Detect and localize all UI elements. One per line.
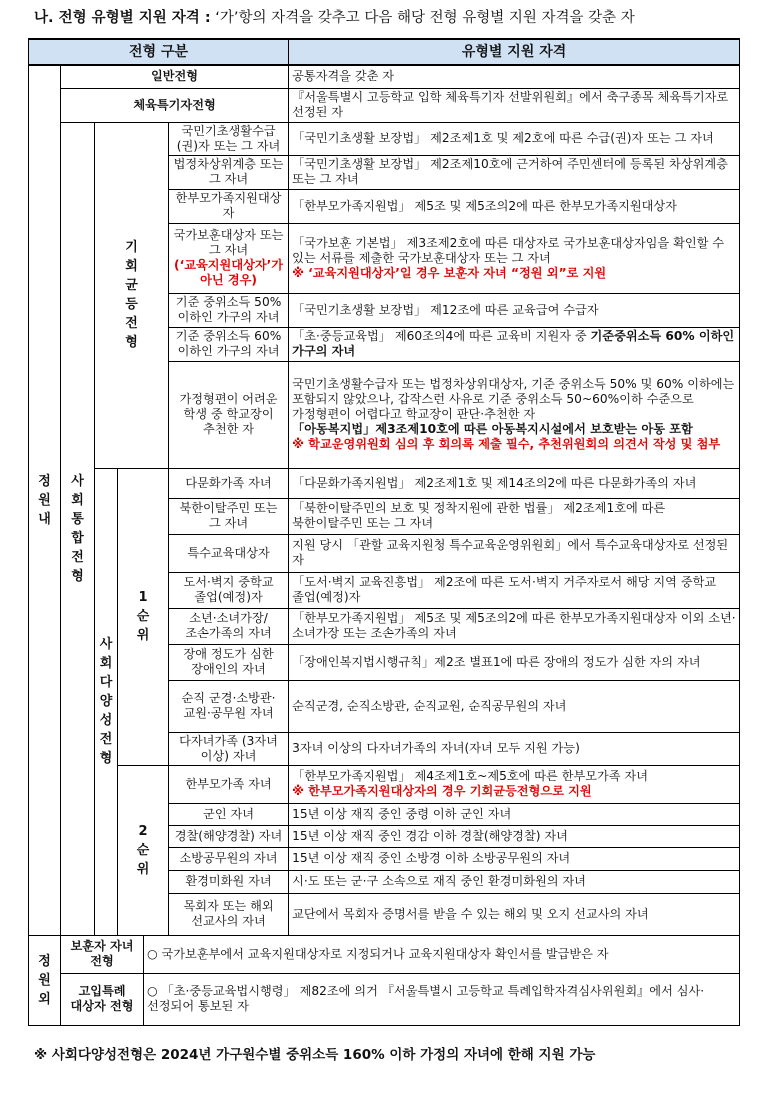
rank1-label-4: 소년·소녀가장/조손가족의 자녀 xyxy=(169,608,289,644)
outside-text-1: ○ 「초·중등교육법시행령」 제82조에 의거 『서울특별시 고등학교 특례입학자격심사위원회』에서 심사·선정되어 통보된 자 xyxy=(144,973,740,1025)
general-text: 공통자격을 갖춘 자 xyxy=(289,65,740,88)
rank2-label-5: 목회자 또는 해외 선교사의 자녀 xyxy=(169,893,289,935)
rank1-label-5: 장애 정도가 심한 장애인의 자녀 xyxy=(169,644,289,680)
sports-text: 『서울특별시 고등학교 입학 체육특기자 선발위원회』에서 축구종목 체육특기자로 선정된 자 xyxy=(289,88,740,122)
header-type: 전형 구분 xyxy=(29,39,289,65)
gihoe-text-3 xyxy=(289,223,740,293)
gihoe-text-3-red: ※ ‘교육지원대상자’일 경우 보훈자 자녀 “정원 외”로 지원 xyxy=(292,265,607,280)
gihoe-label-4: 기준 중위소득 50% 이하인 가구의 자녀 xyxy=(169,293,289,327)
gihoe-label-1: 법정차상위계층 또는 그 자녀 xyxy=(169,155,289,189)
gihoe-text-3-main: 「국가보훈 기본법」 제3조제2호에 따른 대상자로 국가보훈대상자임을 확인할 수 있는 서류를 제출한 국가보훈대상자 또는 그 자녀 xyxy=(292,235,725,265)
rank1-text-4: 「한부모가족지원법」 제5조 및 제5조의2에 따른 한부모가족지원대상자 이외 소년·소녀가장 또는 조손가족의 자녀 xyxy=(289,608,740,644)
table-row xyxy=(29,88,740,122)
rank1-text-7: 3자녀 이상의 다자녀가족의 자녀(자녀 모두 지원 가능) xyxy=(289,732,740,765)
section-heading xyxy=(34,8,635,28)
rank1-text-0: 「다문화가족지원법」 제2조제1호 및 제14조의2에 따른 다문화가족의 자녀 xyxy=(289,468,740,498)
gihoe-text-1: 「국민기초생활 보장법」 제2조제10호에 근거하여 주민센터에 등록된 차상위계층 또는 그 자녀 xyxy=(289,155,740,189)
gihoe-label-3-red: (‘교육지원대상자’가 아닌 경우) xyxy=(174,258,284,287)
rank2-text-5: 교단에서 목회자 증명서를 받을 수 있는 해외 및 오지 선교사의 자녀 xyxy=(289,893,740,935)
rank2-text-1: 15년 이상 재직 중인 중령 이하 군인 자녀 xyxy=(289,803,740,825)
gihoe-text-5-bold: 기준중위소득 60% 이하인 가구의 자녀 xyxy=(292,329,735,358)
rank1-label-7: 다자녀가족 (3자녀 이상) 자녀 xyxy=(169,732,289,765)
qualification-table xyxy=(28,38,740,1026)
rank2-text-4: 시·도 또는 군·구 소속으로 재직 중인 환경미화원의 자녀 xyxy=(289,870,740,893)
footnote: ※ 사회다양성전형은 2024년 가구원수별 중위소득 160% 이하 가정의 자녀에 한해 지원 가능 xyxy=(34,1047,596,1063)
table-row xyxy=(29,765,740,803)
gihoe-label-6: 가정형편이 어려운 학생 중 학교장이 추천한 자 xyxy=(169,361,289,468)
gihoe-text-5-main: 「초·중등교육법」 제60조의4에 따른 교육비 지원자 중 xyxy=(292,329,591,343)
rank2-text-0 xyxy=(289,765,740,803)
gihoe-label-0: 국민기초생활수급(권)자 또는 그 자녀 xyxy=(169,122,289,155)
outside-label-0: 보훈자 자녀 전형 xyxy=(61,935,144,973)
rank1-label-3: 도서·벽지 중학교 졸업(예정)자 xyxy=(169,572,289,608)
rank1-text-2: 지원 당시 「관할 교육지원청 특수교육운영위원회」에서 특수교육대상자로 선정된 자 xyxy=(289,534,740,572)
table-header-row xyxy=(29,39,740,65)
rank2-text-0-red: ※ 한부모가족지원대상자의 경우 기회균등전형으로 지원 xyxy=(292,784,592,798)
rank2-text-2: 15년 이상 재직 중인 경감 이하 경찰(해양경찰) 자녀 xyxy=(289,825,740,847)
rank1-text-1: 「북한이탈주민의 보호 및 정착지원에 관한 법률」 제2조제1호에 따른 북한이탈주민 또는 그 자녀 xyxy=(289,498,740,534)
outside-text-0: ○ 국가보훈부에서 교육지원대상자로 지정되거나 교육지원대상자 확인서를 발급받은 자 xyxy=(144,935,740,973)
section-heading-bold: 나. 전형 유형별 지원 자격 : xyxy=(34,10,211,26)
rank1-label-2: 특수교육대상자 xyxy=(169,534,289,572)
rank2-label-1: 군인 자녀 xyxy=(169,803,289,825)
gihoe-label-3 xyxy=(169,223,289,293)
rank1-label-0: 다문화가족 자녀 xyxy=(169,468,289,498)
rank2-label-4: 환경미화원 자녀 xyxy=(169,870,289,893)
gihoe-text-0: 「국민기초생활 보장법」 제2조제1호 및 제2호에 따른 수급(권)자 또는 그 자녀 xyxy=(289,122,740,155)
gihoe-text-2: 「한부모가족지원법」 제5조 및 제5조의2에 따른 한부모가족지원대상자 xyxy=(289,189,740,223)
table-row xyxy=(29,935,740,973)
table-row xyxy=(29,973,740,1025)
rank1-text-5: 「장애인복지법시행규칙」제2조 별표1에 따른 장애의 정도가 심한 자의 자녀 xyxy=(289,644,740,680)
gihoe-text-6-main: 국민기초생활수급자 또는 법정차상위대상자, 기준 중위소득 50% 및 60% 이하에는 포함되지 않았으나, 갑작스런 사유로 기준 중위소득 50~60%이하 수준으로 가정형편이 어렵다고 학교장이 판단·추천한 자 xyxy=(292,377,735,421)
group-social: 사 회 통 합 전 형 xyxy=(61,122,95,935)
group-gihoe: 기 회 균 등 전 형 xyxy=(95,122,169,468)
gihoe-label-2: 한부모가족지원대상자 xyxy=(169,189,289,223)
gihoe-text-6-bold: 「아동복지법」제3조제10호에 따른 아동복지시설에서 보호받는 아동 포함 xyxy=(292,422,693,436)
group-rank1: 1 순 위 xyxy=(118,468,169,765)
rank1-text-3: 「도서·벽지 교육진흥법」 제2조에 따른 도서·벽지 거주자로서 해당 지역 중학교 졸업(예정)자 xyxy=(289,572,740,608)
rank2-text-3: 15년 이상 재직 중인 소방경 이하 소방공무원의 자녀 xyxy=(289,847,740,870)
group-dayang: 사 회 다 양 성 전 형 xyxy=(95,468,118,935)
table-row xyxy=(29,468,740,498)
rank2-label-3: 소방공무원의 자녀 xyxy=(169,847,289,870)
gihoe-text-6 xyxy=(289,361,740,468)
gihoe-text-6-red: ※ 학교운영위원회 심의 후 회의록 제출 필수, 추천위원회의 의견서 작성 및 첨부 xyxy=(292,437,721,451)
general-label: 일반전형 xyxy=(61,65,289,88)
sports-label: 체육특기자전형 xyxy=(61,88,289,122)
table-row xyxy=(29,122,740,155)
rank2-label-2: 경찰(해양경찰) 자녀 xyxy=(169,825,289,847)
table-row xyxy=(29,65,740,88)
outside-label-1: 고입특례 대상자 전형 xyxy=(61,973,144,1025)
rank2-text-0-main: 「한부모가족지원법」 제4조제1호~제5호에 따른 한부모가족 자녀 xyxy=(292,769,648,783)
gihoe-label-5: 기준 중위소득 60% 이하인 가구의 자녀 xyxy=(169,327,289,361)
header-qualification: 유형별 지원 자격 xyxy=(289,39,740,65)
group-jeongwon-nae: 정 원 내 xyxy=(29,65,61,935)
section-heading-text: ‘가’항의 자격을 갖추고 다음 해당 전형 유형별 지원 자격을 갖춘 자 xyxy=(210,10,635,26)
gihoe-text-4: 「국민기초생활 보장법」 제12조에 따른 교육급여 수급자 xyxy=(289,293,740,327)
rank1-label-1: 북한이탈주민 또는 그 자녀 xyxy=(169,498,289,534)
gihoe-text-5 xyxy=(289,327,740,361)
group-jeongwon-oe: 정 원 외 xyxy=(29,935,61,1025)
group-rank2: 2 순 위 xyxy=(118,765,169,935)
rank2-label-0: 한부모가족 자녀 xyxy=(169,765,289,803)
rank1-text-6: 순직군경, 순직소방관, 순직교원, 순직공무원의 자녀 xyxy=(289,680,740,732)
gihoe-label-3-main: 국가보훈대상자 또는 그 자녀 xyxy=(173,228,284,257)
rank1-label-6: 순직 군경·소방관·교원·공무원 자녀 xyxy=(169,680,289,732)
